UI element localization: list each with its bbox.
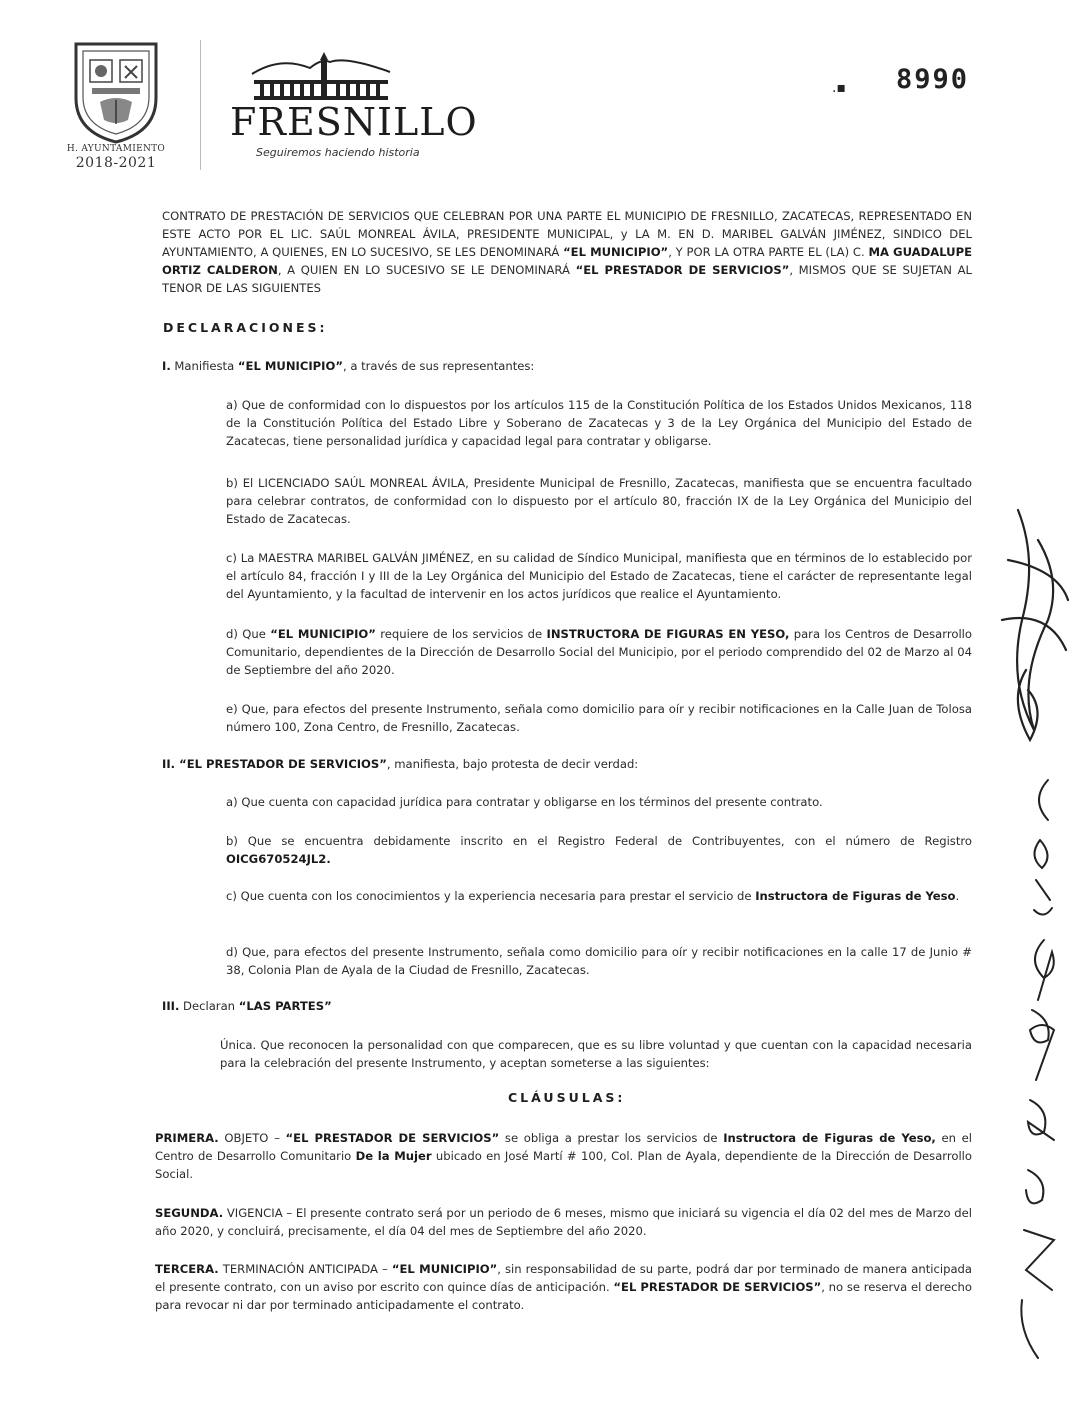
clause-primera: PRIMERA. OBJETO – “EL PRESTADOR DE SERVICIOS” se obliga a prestar los servicios de Instructora de Figuras de Yeso, en el Centro de Desarrollo Comunitario De la Mujer ubicado en José Martí # 100, Col. Plan de Ayala, dependiente de la Dirección de Desarrollo Social. xyxy=(155,1131,972,1181)
seal-caption-line-1: H. AYUNTAMIENTO xyxy=(66,144,166,154)
contract-intro: CONTRATO DE PRESTACIÓN DE SERVICIOS QUE CELEBRAN POR UNA PARTE EL MUNICIPIO DE FRESNILLO, ZACATECAS, REPRESENTADO EN ESTE ACTO POR EL LIC. SAÚL MONREAL ÁVILA, PRESIDENTE MUNICIPAL, y LA M. EN D. MARIBEL GALVÁN JIMÉNEZ, SINDICO DEL AYUNTAMIENTO, A QUIENES, EN LO SUCESIVO, SE LES DENOMINARÁ “EL MUNICIPIO”, Y POR LA OTRA PARTE EL (LA) C. MA GUADALUPE ORTIZ CALDERON, A QUIEN EN LO SUCESIVO SE LE DENOMINARÁ “EL PRESTADOR DE SERVICIOS”, MISMOS QUE SE SUJETAN AL TENOR DE LAS SIGUIENTES xyxy=(162,209,973,295)
declaration-1a: a) Que de conformidad con lo dispuestos por los artículos 115 de la Constitución Política de los Estados Unidos Mexicanos, 118 de la Constitución Política del Estado Libre y Soberano de Zacatecas y 3 de la Ley Orgánica del Municipio del Estado de Zacatecas, tiene personalidad jurídica y capacidad legal para contratar y obligarse. xyxy=(226,398,972,448)
brand-logo-text: FRESNILLO xyxy=(230,100,478,144)
declaration-1c: c) La MAESTRA MARIBEL GALVÁN JIMÉNEZ, en su calidad de Síndico Municipal, manifiesta que en términos de lo establecido por el artículo 84, fracción I y III de la Ley Orgánica del Municipio del Estado de Zacatecas, tiene el carácter de representante legal del Ayuntamiento, y la facultad de intervenir en los actos jurídicos que realice el Ayuntamiento. xyxy=(226,551,972,601)
header-divider xyxy=(200,40,201,170)
signature-scribble-icon xyxy=(1002,510,1068,740)
clause-tercera: TERCERA. TERMINACIÓN ANTICIPADA – “EL MUNICIPIO”, sin responsabilidad de su parte, podrá dar por terminado de manera anticipada el presente contrato, con un aviso por escrito con quince días de anticipación. “EL PRESTADOR DE SERVICIOS”, no se reserva el derecho para revocar ni dar por terminado anticipadamente el contrato. xyxy=(155,1262,973,1312)
declaration-1d: d) Que “EL MUNICIPIO” requiere de los servicios de INSTRUCTORA DE FIGURAS EN YESO, para los Centros de Desarrollo Comunitario, dependientes de la Dirección de Desarrollo Social del Municipio, por el periodo comprendido del 02 de Marzo al 04 de Septiembre del año 2020. xyxy=(226,627,972,677)
section-3-intro: III. Declaran “LAS PARTES” xyxy=(162,999,332,1013)
folio-number: 8990 xyxy=(896,64,970,95)
margin-signatures xyxy=(978,500,1078,1360)
declaration-3-unica: Única. Que reconocen la personalidad con que comparecen, que es su libre voluntad y que cuentan con la capacidad necesaria para la celebración del presente Instrumento, y aceptan someterse a las siguientes: xyxy=(220,1038,972,1070)
declaraciones-heading: DECLARACIONES: xyxy=(163,320,328,335)
municipal-seal-icon xyxy=(70,40,162,146)
handwritten-name-icon xyxy=(1021,780,1054,1358)
clausulas-heading: CLÁUSULAS: xyxy=(508,1090,626,1105)
declaration-1e: e) Que, para efectos del presente Instrumento, señala como domicilio para oír y recibir notificaciones en la Calle Juan de Tolosa número 100, Zona Centro, de Fresnillo, Zacatecas. xyxy=(226,702,972,734)
clause-segunda: SEGUNDA. VIGENCIA – El presente contrato será por un periodo de 6 meses, mismo que iniciará su vigencia el día 02 del mes de Marzo del año 2020, y concluirá, precisamente, el día 04 del mes de Septiembre del año 2020. xyxy=(155,1206,972,1238)
declaration-2c: c) Que cuenta con los conocimientos y la experiencia necesaria para prestar el servicio de Instructora de Figuras de Yeso. xyxy=(226,889,960,903)
declaration-2b: b) Que se encuentra debidamente inscrito en el Registro Federal de Contribuyentes, con el número de Registro OICG670524JL2. xyxy=(226,834,972,866)
city-skyline-logo-icon xyxy=(250,52,392,102)
seal-caption-line-2: 2018-2021 xyxy=(75,155,157,171)
section-2-intro: II. “EL PRESTADOR DE SERVICIOS”, manifiesta, bajo protesta de decir verdad: xyxy=(162,757,639,771)
section-1-intro: I. Manifiesta “EL MUNICIPIO”, a través de sus representantes: xyxy=(162,359,535,373)
declaration-2d: d) Que, para efectos del presente Instrumento, señala como domicilio para oír y recibir notificaciones en la calle 17 de Junio # 38, Colonia Plan de Ayala de la Ciudad de Fresnillo, Zacatecas. xyxy=(226,945,972,977)
declaration-1b: b) El LICENCIADO SAÚL MONREAL ÁVILA, Presidente Municipal de Fresnillo, Zacatecas, manifiesta que se encuentra facultado para celebrar contratos, de conformidad con lo dispuesto por el artículo 80, fracción IX de la Ley Orgánica del Municipio del Estado de Zacatecas. xyxy=(226,476,972,526)
declaration-2a: a) Que cuenta con capacidad jurídica para contratar y obligarse en los términos del presente contrato. xyxy=(226,795,823,809)
brand-slogan: Seguiremos haciendo historia xyxy=(256,146,420,159)
scan-mark: .▪ xyxy=(832,80,846,96)
seal-caption xyxy=(56,144,176,171)
